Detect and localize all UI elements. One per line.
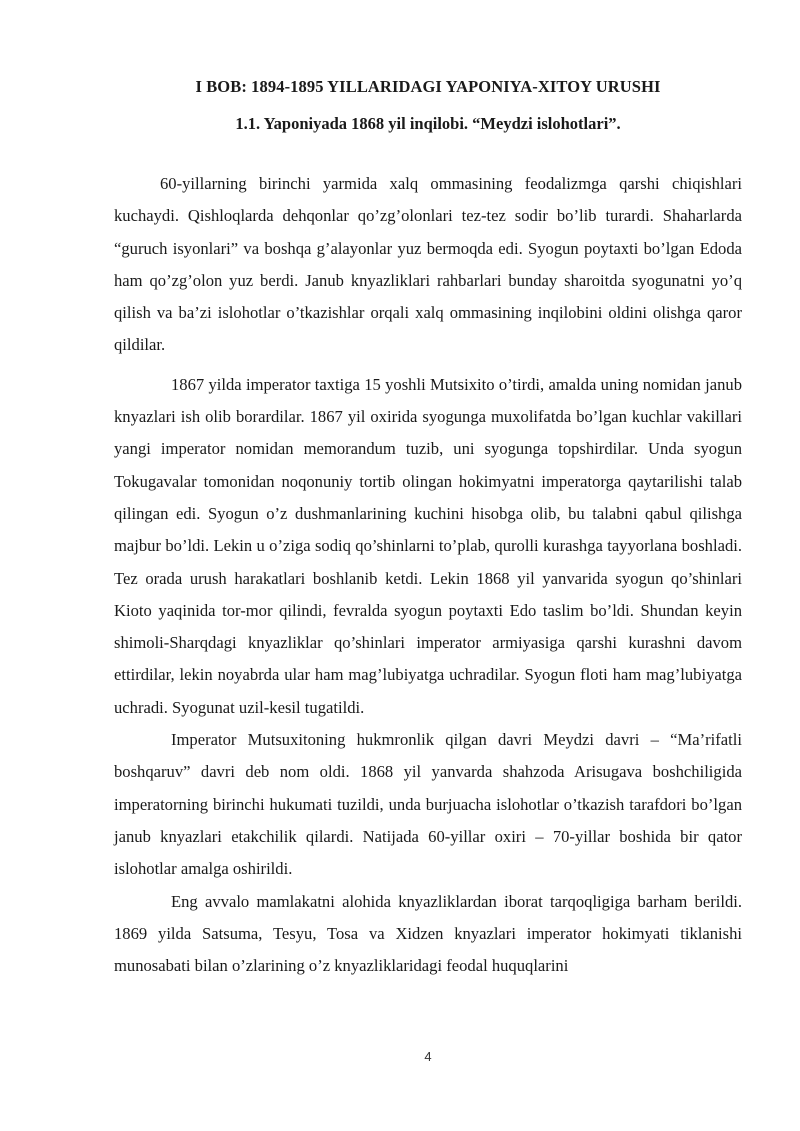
- section-title: 1.1. Yaponiyada 1868 yil inqilobi. “Meydzi islohotlari”.: [235, 114, 621, 133]
- paragraph-1: 60-yillarning birinchi yarmida xalq ommasining feodalizmga qarshi chiqishlari kuchaydi. Qishloqlarda dehqonlar qo’zg’olonlari tez-tez sodir bo’lib turardi. Shaharlarda “guruch isyonlari” va boshqa g’alayonlar yuz bermoqda edi. Syogun poytaxti bo’lgan Edoda ham qo’zg’olon yuz berdi. Janub knyazliklari rahbarlari bunday sharoitda syogunatni yo’q qilish va ba’zi islohotlar o’tkazishlar orqali xalq ommasining inqilobini oldini olishga qaror qildilar.: [114, 174, 742, 355]
- paragraph-4: Eng avvalo mamlakatni alohida knyazliklardan iborat tarqoqligiga barham berildi. 1869 yilda Satsuma, Tesyu, Tosa va Xidzen knyazlari imperator hokimyati tiklanishi munosabati bilan o’zlarining o’z knyazliklaridagi feodal huquqlarini: [114, 891, 742, 976]
- paragraph-3: Imperator Mutsuxitoning hukmronlik qilgan davri Meydzi davri – “Ma’rifatli boshqaruv” davri deb nom oldi. 1868 yil yanvarda shahzoda Arisugava boshchiligida imperatorning birinchi hukumati tuzildi, unda burjuacha islohotlar o’tkazish tarafdori bo’lgan janub knyazlari etakchilik qilardi. Natijada 60-yillar oxiri – 70-yillar boshida bir qator islohotlar amalga oshirildi.: [114, 730, 742, 879]
- page-number: 4: [424, 1049, 432, 1064]
- paragraph-2: 1867 yilda imperator taxtiga 15 yoshli Mutsixito o’tirdi, amalda uning nomidan janub knyazlari ish olib borardilar. 1867 yil oxirida syogunga muxolifatda bo’lgan kuchlar vakillari yangi imperator nomidan memorandum tuzib, uni syogunga topshirdilar. Unda syogun Tokugavalar tomonidan noqonuniy tortib olingan hokimyatni imperatorga qaytarilishi talab qilingan edi. Syogun o’z dushmanlarining kuchini hisobga olib, bu talabni qabul qilishga majbur bo’ldi. Lekin u o’ziga sodiq qo’shinlarni to’plab, qurolli kurashga tayyorlana boshladi. Tez orada urush harakatlari boshlanib ketdi. Lekin 1868 yil yanvarida syogun qo’shinlari Kioto yaqinida tor-mor qilindi, fevralda syogun poytaxti Edo taslim bo’ldi. Shundan keyin shimoli-Sharqdagi knyazliklar qo’shinlari imperator armiyasiga qarshi kurashni davom ettirdilar, lekin noyabrda ular ham mag’lubiyatga uchradilar. Syogun floti ham mag’lubiyatga uchradi. Syogunat uzil-kesil tugatildi.: [114, 374, 742, 717]
- chapter-title: I BOB: 1894-1895 YILLARIDAGI YAPONIYA-XITOY URUSHI: [195, 77, 661, 96]
- document-page: [114, 72, 742, 982]
